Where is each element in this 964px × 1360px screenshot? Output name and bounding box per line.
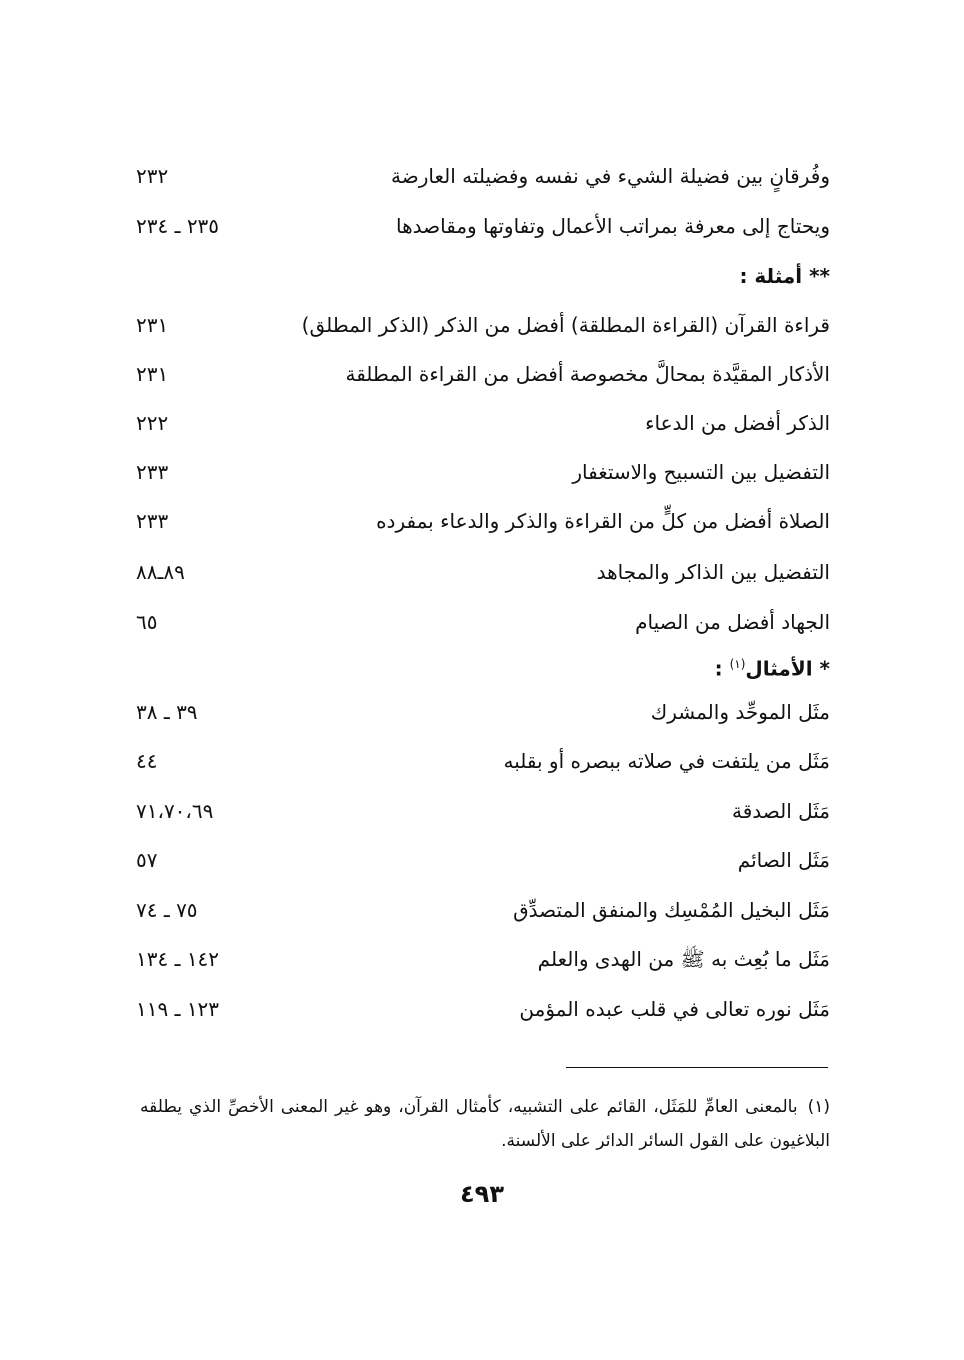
entry-text: مَثَل نوره تعالى في قلب عبده المؤمن: [519, 997, 830, 1021]
heading-suffix: :: [714, 656, 730, 681]
footnote-separator: [566, 1067, 828, 1068]
entry-text: مَثَل من يلتفت في صلاته ببصره أو بقلبه: [503, 749, 830, 773]
index-entry: [130, 501, 830, 541]
index-entry: [130, 354, 830, 394]
entry-page-ref: ٢٣٢: [136, 164, 169, 188]
entry-page-ref: ٢٢٢: [136, 411, 169, 435]
entry-text: مَثَل الصائم: [737, 848, 830, 872]
index-entry: [130, 741, 830, 781]
index-entry: [130, 989, 830, 1029]
entry-text: الذكر أفضل من الدعاء: [645, 411, 830, 435]
entry-text: التفضيل بين التسبيح والاستغفار: [572, 460, 830, 484]
section-heading-proverbs: [715, 646, 830, 682]
section-heading-examples: ** أمثلة :: [739, 264, 830, 288]
entry-text: مَثَل البخيل المُمْسِك والمنفق المتصدِّق: [513, 898, 830, 922]
entry-page-ref: ١٤٢ ـ ١٣٤: [136, 947, 220, 971]
entry-page-ref: ٢٣٥ ـ ٢٣٤: [136, 214, 220, 238]
entry-page-ref: ٧١،٧٠،٦٩: [136, 799, 214, 823]
footnote-number: (١): [807, 1097, 830, 1117]
entry-text: الصلاة أفضل من كلٍّ من القراءة والذكر والدعاء بمفرده: [376, 509, 830, 533]
index-entry: [130, 692, 830, 732]
entry-page-ref: ٢٣١: [136, 313, 169, 337]
entry-text: الجهاد أفضل من الصيام: [635, 610, 830, 634]
index-entry: [130, 890, 830, 930]
entry-page-ref: ٣٩ ـ ٣٨: [136, 700, 198, 724]
index-entry: [130, 206, 830, 246]
index-entry: [130, 403, 830, 443]
index-entry: [130, 602, 830, 642]
footnote-text: بالمعنى العامِّ للمَثَل، القائم على التشبيه، كأمثال القرآن، وهو غير المعنى الأخصِّ الذي يطلقه البلاغيون على القول السائر الدائر على الألسنة.: [140, 1097, 830, 1151]
index-entry: [130, 305, 830, 345]
entry-page-ref: ٢٣٣: [136, 509, 169, 533]
entry-page-ref: ٧٥ ـ ٧٤: [136, 898, 198, 922]
entry-text: مَثَل الصدقة: [731, 799, 830, 823]
entry-page-ref: ٢٣١: [136, 362, 169, 386]
entry-text: التفضيل بين الذاكر والمجاهد: [596, 560, 830, 584]
entry-text: مَثَل ما بُعِث به ﷺ من الهدى والعلم: [537, 947, 830, 971]
index-entry: [130, 791, 830, 831]
entry-page-ref: ٨٩ـ٨٨: [136, 560, 185, 584]
entry-page-ref: ٤٤: [136, 749, 158, 773]
page-number: ٤٩٣: [460, 1180, 504, 1208]
index-entry: [130, 452, 830, 492]
entry-page-ref: ٦٥: [136, 610, 158, 634]
entry-text: وفُرقانٍ بين فضيلة الشيء في نفسه وفضيلته العارضة: [391, 164, 830, 188]
heading-label: * الأمثال: [745, 656, 830, 681]
footnote: [140, 1090, 830, 1158]
entry-page-ref: ٢٣٣: [136, 460, 169, 484]
entry-page-ref: ٥٧: [136, 848, 158, 872]
entry-text: ويحتاج إلى معرفة بمراتب الأعمال وتفاوتها ومقاصدها: [395, 214, 830, 238]
footnote-marker: (١): [729, 657, 746, 671]
index-entry: [130, 840, 830, 880]
entry-text: قراءة القرآن (القراءة المطلقة) أفضل من الذكر (الذكر المطلق): [301, 313, 830, 337]
entry-text: مثَل الموحِّد والمشرك: [650, 700, 830, 724]
index-entry: [130, 552, 830, 592]
entry-text: الأذكار المقيَّدة بمحالَّ مخصوصة أفضل من القراءة المطلقة: [345, 362, 830, 386]
index-entry: [130, 156, 830, 196]
index-entry: [130, 939, 830, 979]
entry-page-ref: ١٢٣ ـ ١١٩: [136, 997, 220, 1021]
